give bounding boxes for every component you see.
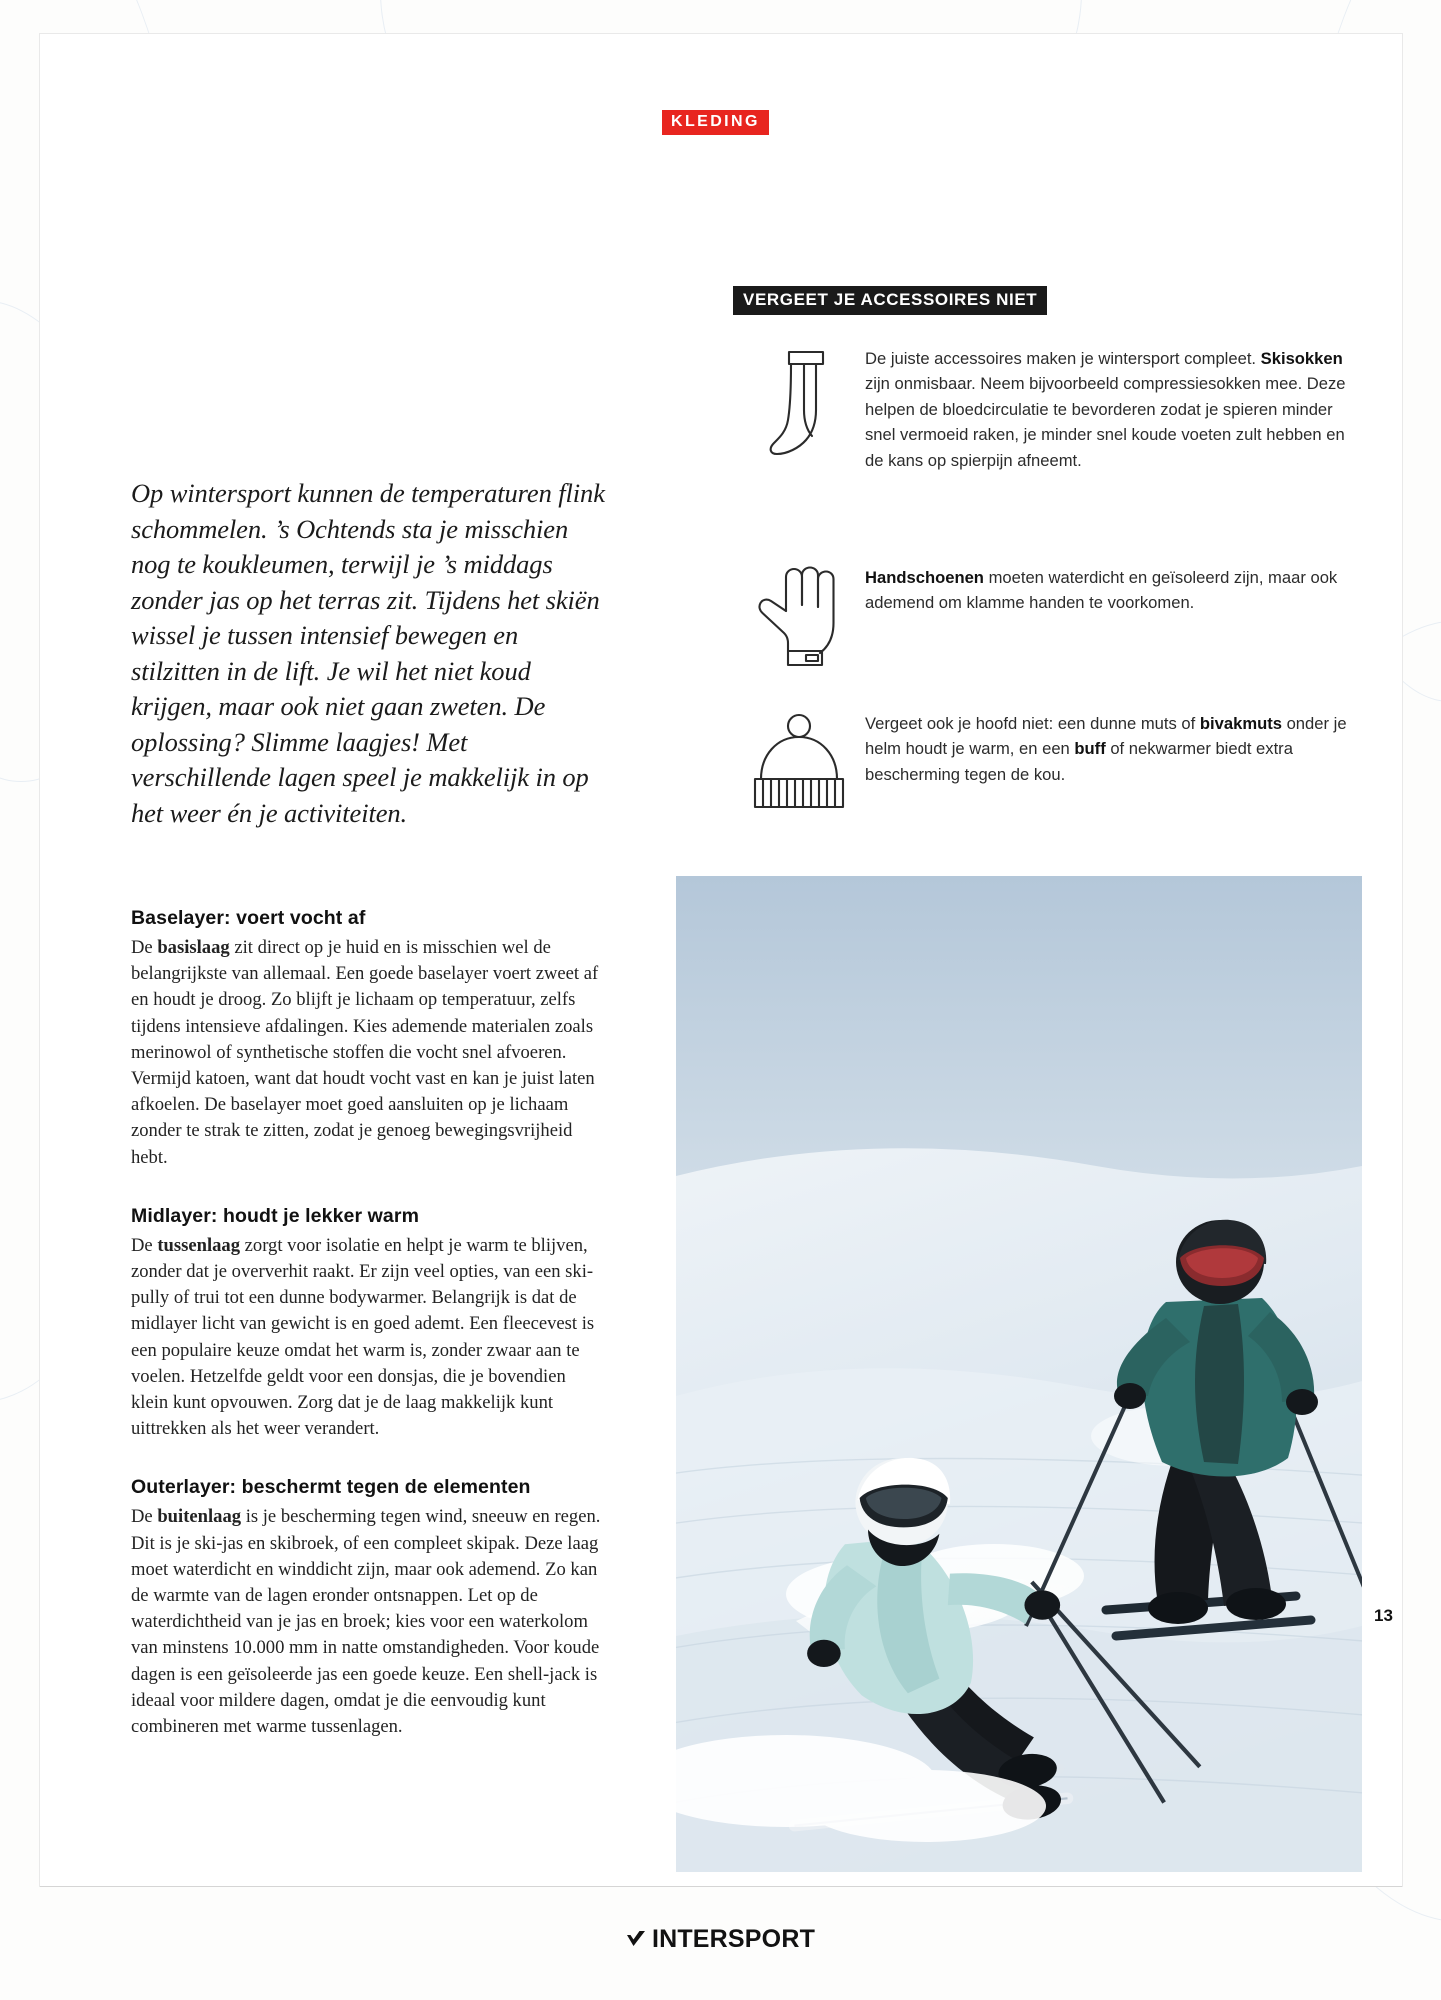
accessory-text-socks: [865, 344, 1353, 473]
text-pre: De juiste accessoires maken je wintersport compleet.: [865, 349, 1261, 368]
lead-bold-term: tussenlaag: [157, 1234, 240, 1256]
footer-divider: [40, 1886, 1402, 1887]
accessory-item-socks: [733, 344, 1353, 473]
text-post-2: of nekwarmer biedt extra bescherming tegen de kou.: [865, 739, 1293, 784]
body-text: is je bescherming tegen wind, sneeuw en regen. Dit is je ski-jas en skibroek, of een compleet skipak. Deze laag moet waterdicht en winddicht zijn, maar ook ademend. Zo kan de warmte van de lagen eronder ontsnappen. Let op de waterdichtheid van je jas en broek; kies voor een waterkolom van minstens 10.000 mm in natte omstandigheden. Voor koude dagen is een geïsoleerde jas een goede keuze. Een shell-jack is ideaal voor mildere dagen, omdat je die eenvoudig kunt combineren met warme tussenlagen.: [131, 1506, 601, 1738]
lead-text: De: [131, 1234, 158, 1256]
text-post: onder je helm houdt je warm, en een: [865, 714, 1347, 759]
section-baselayer: [131, 907, 606, 1171]
accessories-panel-title: VERGEET JE ACCESSOIRES NIET: [733, 286, 1047, 315]
text-bold-2: buff: [1074, 739, 1106, 759]
section-heading-outerlayer: Outerlayer: beschermt tegen de elementen: [131, 1476, 531, 1499]
text-post: moeten waterdicht en geïsoleerd zijn, maar ook ademend om klamme handen te voorkomen.: [865, 568, 1338, 613]
lead-text: De: [131, 937, 158, 958]
intro-paragraph: Op wintersport kunnen de temperaturen flink schommelen. ’s Ochtends sta je misschien nog te koukleumen, terwijl je ’s middags zonder jas op het terras zit. Tijdens het skiën wissel je tussen intensief bewegen en stilzitten in de lift. Je wil het niet koud krijgen, maar ook niet gaan zweten. De oplossing? Slimme laagjes! Met verschillende lagen speel je makkelijk in op het weer én je activiteiten.: [131, 478, 605, 828]
accessory-text-beanie: [865, 709, 1353, 787]
section-outerlayer: [131, 1476, 606, 1740]
ski-photo: [676, 876, 1362, 1872]
accessory-item-beanie: [733, 709, 1353, 811]
section-body-outerlayer: [131, 1504, 606, 1740]
intersport-wordmark: INTERSPORT: [651, 1925, 816, 1953]
page-number: 13: [1374, 1606, 1393, 1625]
lead-bold-term: basislaag: [157, 937, 230, 958]
section-body-midlayer: [131, 1233, 606, 1443]
body-text: zit direct op je huid en is misschien wel de belangrijkste van allemaal. Een goede baselayer voert zweet af en houdt je droog. Zo blijft je lichaam op temperatuur, zelfs tijdens intensieve afdalingen. Kies ademende materialen zoals merinowol of synthetische stoffen die vocht snel afvoeren. Vermijd katoen, want dat houdt vocht vast en kan je juist laten afkoelen. De baselayer moet goed aansluiten op je lichaam zonder te strak te zitten, zodat je genoeg bewegingsvrijheid hebt.: [131, 937, 599, 1168]
lead-bold-term: buitenlaag: [157, 1506, 242, 1528]
category-tag: KLEDING: [662, 110, 769, 135]
sock-icon: [733, 344, 865, 458]
text-post: zijn onmisbaar. Neem bijvoorbeeld compressiesokken mee. Deze helpen de bloedcirculatie te bevorderen zodat je spieren minder snel vermoeid raken, je minder snel koude voeten zult hebben en de kans op spierpijn afneemt.: [865, 374, 1346, 470]
beanie-icon: [733, 709, 865, 811]
intersport-check-icon: [626, 1930, 646, 1950]
text-bold: Handschoenen: [865, 568, 984, 587]
accessory-item-gloves: [733, 563, 1353, 669]
section-body-baselayer: [131, 935, 606, 1171]
lead-text: De: [131, 1506, 158, 1528]
section-heading-baselayer: Baselayer: voert vocht af: [131, 907, 366, 929]
ski-photo-illustration: [676, 876, 1362, 1872]
glove-icon: [733, 563, 865, 669]
text-pre: Vergeet ook je hoofd niet: een dunne muts of: [865, 714, 1200, 733]
accessories-panel: [676, 222, 1362, 876]
section-heading-midlayer: Midlayer: houdt je lekker warm: [131, 1204, 420, 1227]
accessory-text-gloves: [865, 563, 1353, 616]
body-text: zorgt voor isolatie en helpt je warm te blijven, zonder dat je oververhit raakt. Er zijn veel opties, van een ski-pully of trui tot een dunne bodywarmer. Belangrijk is dat de midlayer licht van gewicht is en goed ademt. Een fleecevest is een populaire keuze omdat het warm is, zonder zwaar aan te voelen. Hetzelfde geldt voor een donsjas, die je bovendien klein kunt opvouwen. Zorg dat je de laag makkelijk kunt uittrekken als het weer verandert.: [131, 1234, 595, 1440]
left-column: [131, 476, 606, 1774]
text-bold: Skisokken: [1260, 349, 1343, 368]
section-midlayer: [131, 1205, 606, 1443]
footer-brand-logo: [0, 1925, 1441, 1954]
text-bold: bivakmuts: [1199, 714, 1282, 733]
